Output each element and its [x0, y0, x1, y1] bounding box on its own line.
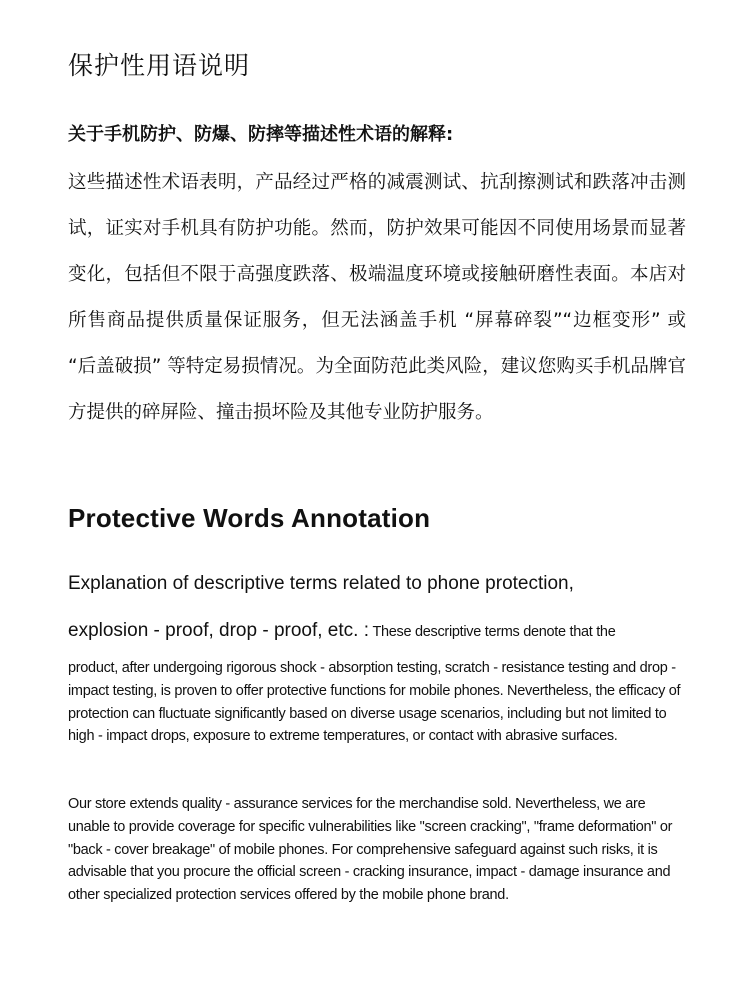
english-title: Protective Words Annotation [68, 503, 431, 533]
english-paragraph-2: Our store extends quality - assurance services for the merchandise sold. Nevertheless, we are unable to provide coverage for specific vulnerabilities like "screen cracking", "frame deformation" or "back - cover breakage" of mobile phones. For comprehensive safeguard against such risks, it is advisable that you procure the official screen - cracking insurance, impact - damage insurance and other specialized protection services offered by the mobile phone brand. [68, 796, 673, 904]
english-lead-line-2-text: explosion - proof, drop - proof, etc. : [68, 620, 369, 641]
chinese-title: 保护性用语说明 [68, 51, 251, 80]
english-lead-line-1: Explanation of descriptive terms related to phone protection, [68, 573, 574, 594]
chinese-subtitle: 关于手机防护、防爆、防摔等描述性术语的解释: [68, 124, 454, 145]
english-paragraph-1-start: These descriptive terms denote that the [369, 624, 616, 640]
english-paragraph-1: product, after undergoing rigorous shock - absorption testing, scratch - resistance testing and drop - impact testing, is proven to offer protective functions for mobile phones. Nevertheless, the efficacy of protection can fluctuate significantly based on diverse usage scenarios, including but not limited to high - impact drops, exposure to extreme temperatures, or contact with abrasive surfaces. [68, 660, 681, 745]
chinese-body-paragraph: 这些描述性术语表明，产品经过严格的减震测试、抗刮擦测试和跌落冲击测试，证实对手机具有防护功能。然而，防护效果可能因不同使用场景而显著变化，包括但不限于高强度跌落、极端温度环境或接触研磨性表面。本店对所售商品提供质量保证服务，但无法涵盖手机 “屏幕碎裂”“边框变形” 或 “后盖破损” 等特定易损情况。为全面防范此类风险，建议您购买手机品牌官方提供的碎屏险、撞击损坏险及其他专业防护服务。 [68, 172, 686, 423]
english-lead-line-2 [68, 620, 615, 642]
